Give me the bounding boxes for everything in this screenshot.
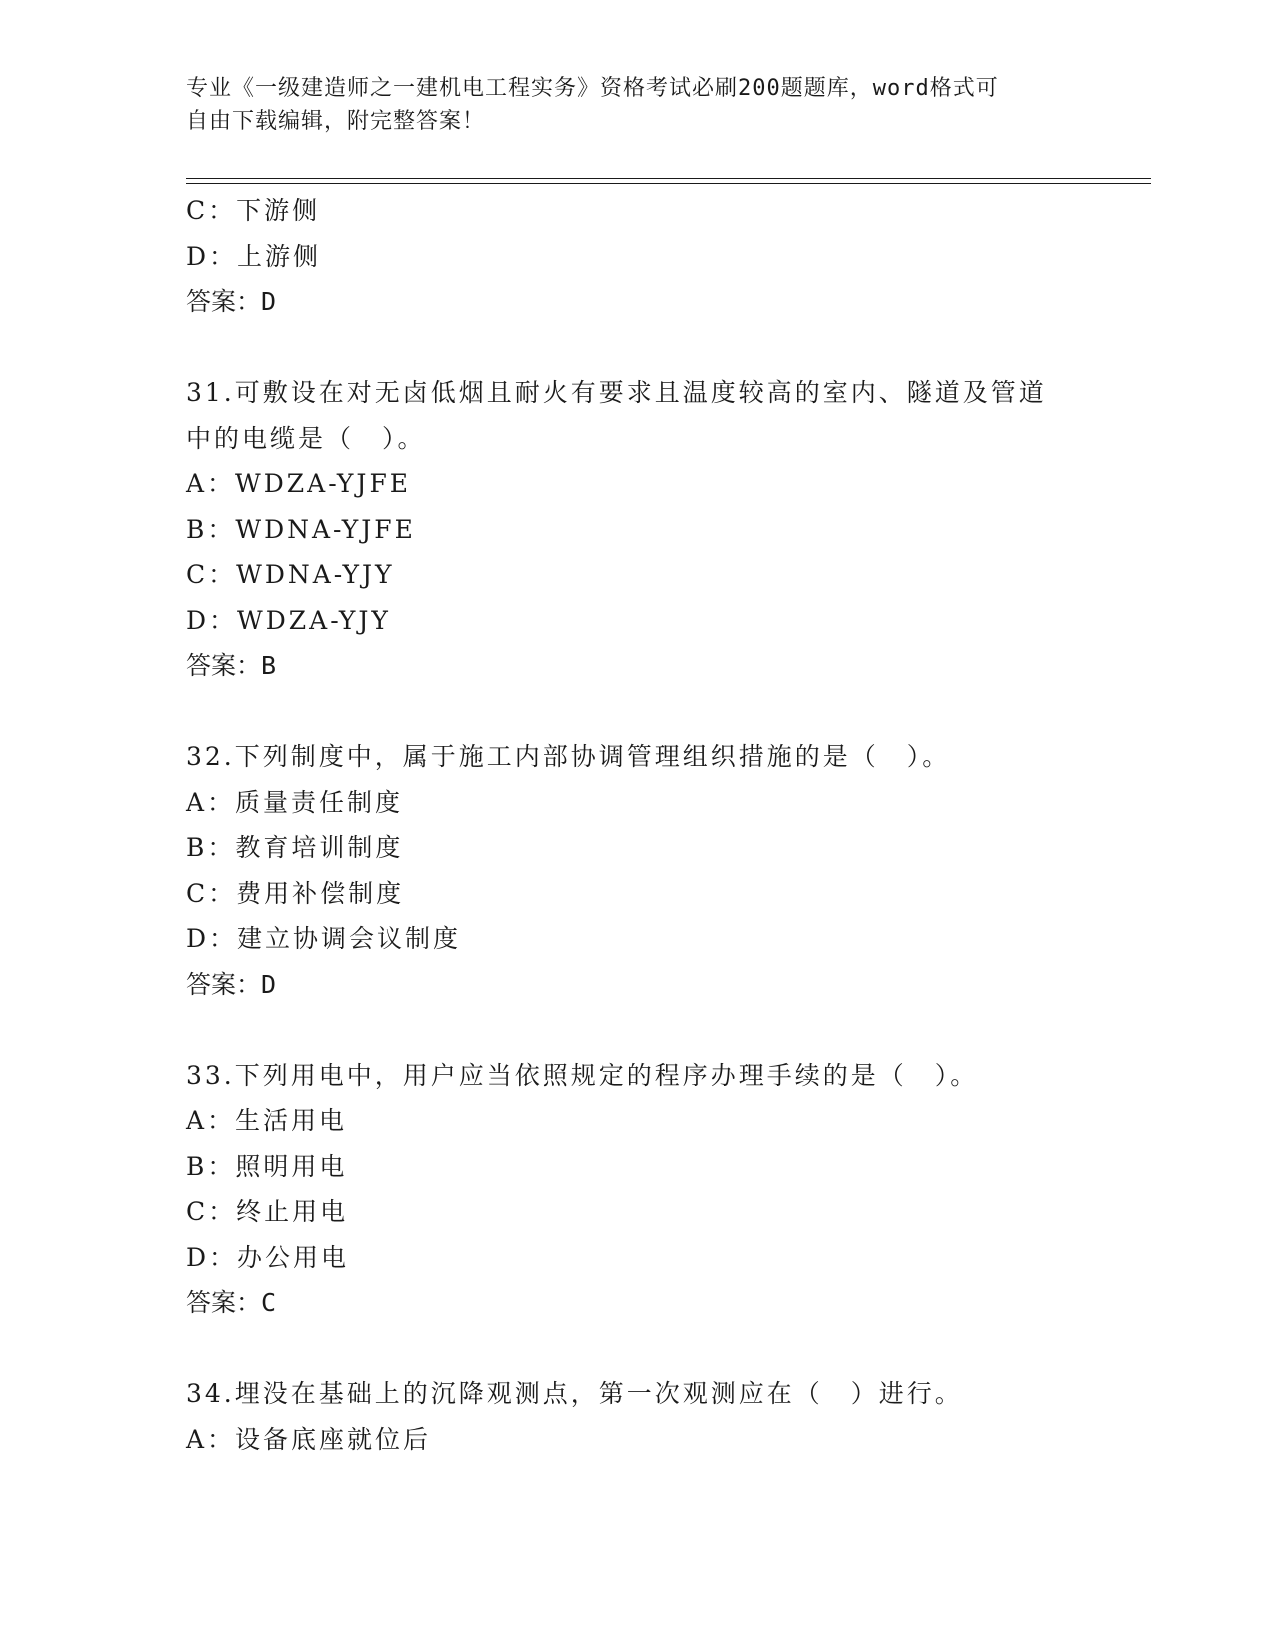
option-c: C：终止用电	[186, 1197, 349, 1226]
option-b: B：WDNA-YJFE	[186, 514, 416, 544]
option-a: A：生活用电	[186, 1106, 348, 1135]
option-d: D：办公用电	[186, 1242, 350, 1272]
answer-line	[186, 1280, 1086, 1326]
answer-label: 答案：	[186, 1288, 262, 1317]
option-a: A：WDZA-YJFE	[186, 469, 412, 498]
question-33	[186, 1053, 1086, 1326]
option-c: C：费用补偿制度	[186, 878, 405, 908]
question-34	[186, 1371, 1086, 1462]
answer-label: 答案：	[186, 287, 262, 316]
option-d: D：建立协调会议制度	[186, 924, 462, 953]
option-b: B：照明用电	[186, 1151, 348, 1181]
spacer	[186, 689, 1086, 735]
question-32	[186, 734, 1086, 1007]
option-d: D：上游侧	[186, 241, 322, 271]
answer-value: D	[261, 287, 277, 316]
answer-line	[186, 279, 1086, 325]
option-c: C：WDNA-YJY	[186, 560, 395, 589]
question-30-continued	[186, 188, 1086, 325]
option-c: C：下游侧	[186, 196, 321, 225]
question-list	[186, 188, 1086, 1462]
answer-value: B	[261, 651, 277, 680]
answer-line	[186, 962, 1086, 1008]
answer-label: 答案：	[186, 969, 262, 999]
option-a: A：设备底座就位后	[186, 1424, 432, 1454]
spacer	[186, 1326, 1086, 1372]
header-line-1: 专业《一级建造师之一建机电工程实务》资格考试必刷200题题库，word格式可	[186, 76, 999, 101]
header-divider-secondary	[186, 183, 1151, 184]
option-d: D：WDZA-YJY	[186, 605, 391, 635]
question-stem: 32.下列制度中，属于施工内部协调管理组织措施的是（ ）。	[186, 742, 951, 771]
header-divider	[186, 178, 1151, 179]
answer-value: D	[261, 969, 277, 999]
answer-value: C	[261, 1288, 277, 1317]
question-stem: 33.下列用电中，用户应当依照规定的程序办理手续的是（ ）。	[186, 1060, 979, 1090]
spacer	[186, 1007, 1086, 1053]
question-31	[186, 370, 1086, 689]
question-stem: 31.可敷设在对无卤低烟且耐火有要求且温度较高的室内、隧道及管道	[186, 378, 1047, 407]
answer-label: 答案：	[186, 651, 262, 680]
option-b: B：教育培训制度	[186, 833, 404, 862]
question-stem: 34.埋没在基础上的沉降观测点，第一次观测应在（ ）进行。	[186, 1379, 963, 1408]
spacer	[186, 325, 1086, 371]
question-stem-continued: 中的电缆是（ ）。	[186, 423, 426, 453]
answer-line	[186, 643, 1086, 689]
option-a: A：质量责任制度	[186, 787, 404, 817]
document-header	[186, 72, 1066, 138]
header-line-2: 自由下载编辑，附完整答案！	[186, 109, 486, 134]
